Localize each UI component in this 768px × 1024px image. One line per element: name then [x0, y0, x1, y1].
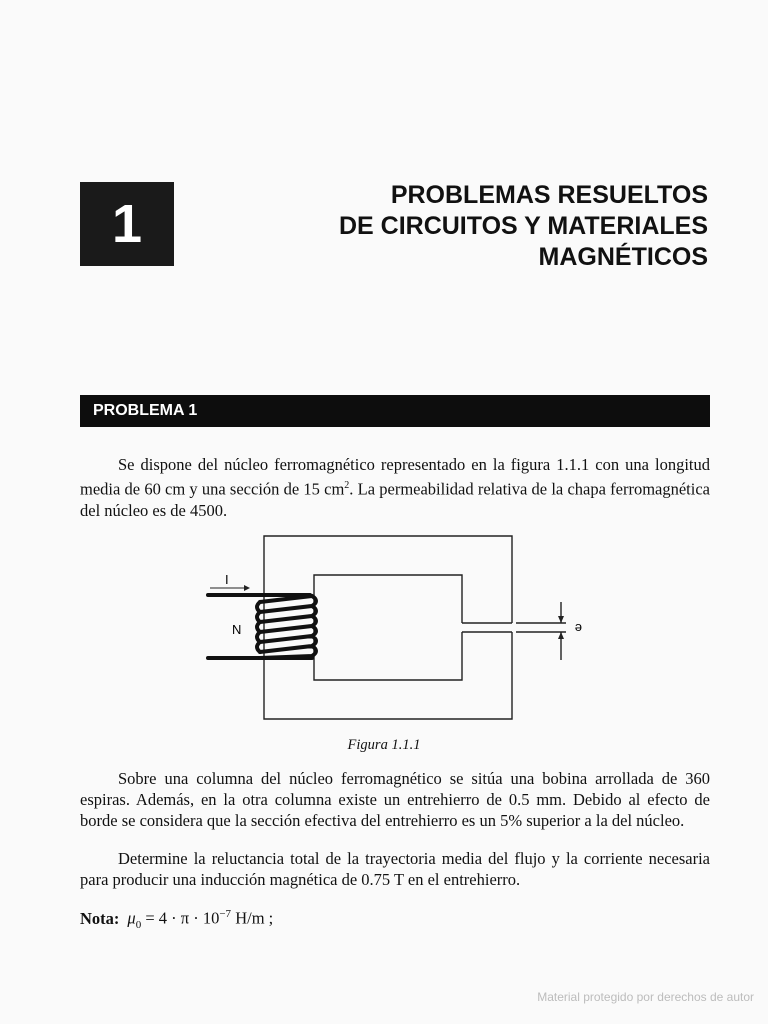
note-mu: μ — [127, 908, 136, 928]
chapter-number: 1 — [111, 194, 143, 254]
problem-paragraph-1: Se dispone del núcleo ferromagnético representado en la figura 1.1.1 con una longitud media de 60 cm y una sección de 15 $cm^2$. La permeabilidad relativa de la chapa ferromagnética del núcleo es de 4500. — [80, 455, 710, 520]
problem-paragraph-2: Sobre una columna del núcleo ferromagnético se sitúa una bobina arrollada de 360 espiras. Además, en la otra columna existe un entrehierro de 0.5 mm. Debido al efecto de borde se considera que la sección efectiva del entrehierro es un 5% superior a la del núcleo. — [80, 769, 710, 830]
gap-label: e — [574, 621, 582, 636]
chapter-title-line: PROBLEMAS RESUELTOS — [390, 181, 708, 209]
core-inner-outline — [314, 575, 462, 680]
coil-winding — [260, 596, 316, 658]
magnetic-core-diagram — [200, 530, 600, 725]
chapter-number-box — [80, 182, 174, 266]
note-label: Nota: — [80, 908, 120, 928]
section-heading-bar — [80, 395, 710, 427]
chapter-title — [339, 180, 708, 273]
current-label: I — [225, 572, 229, 587]
problem-paragraph-3: Determine la reluctancia total de la trayectoria media del flujo y la corriente necesaria para producir una inducción magnética de 0.75 T en el entrehierro. — [80, 849, 710, 889]
chapter-title-line: DE CIRCUITOS Y MATERIALES — [338, 212, 708, 240]
section-heading: PROBLEMA 1 — [93, 402, 198, 419]
figure-caption: Figura 1.1.1 — [347, 737, 421, 753]
turns-label: N — [232, 622, 242, 637]
chapter-title-line: MAGNÉTICOS — [538, 243, 708, 271]
note-line: Nota: $\mu_0 = 4 \cdot \pi \cdot 10^{-7}$ H/m ; — [80, 908, 274, 931]
copyright-watermark: Material protegido por derechos de autor — [537, 990, 754, 1004]
